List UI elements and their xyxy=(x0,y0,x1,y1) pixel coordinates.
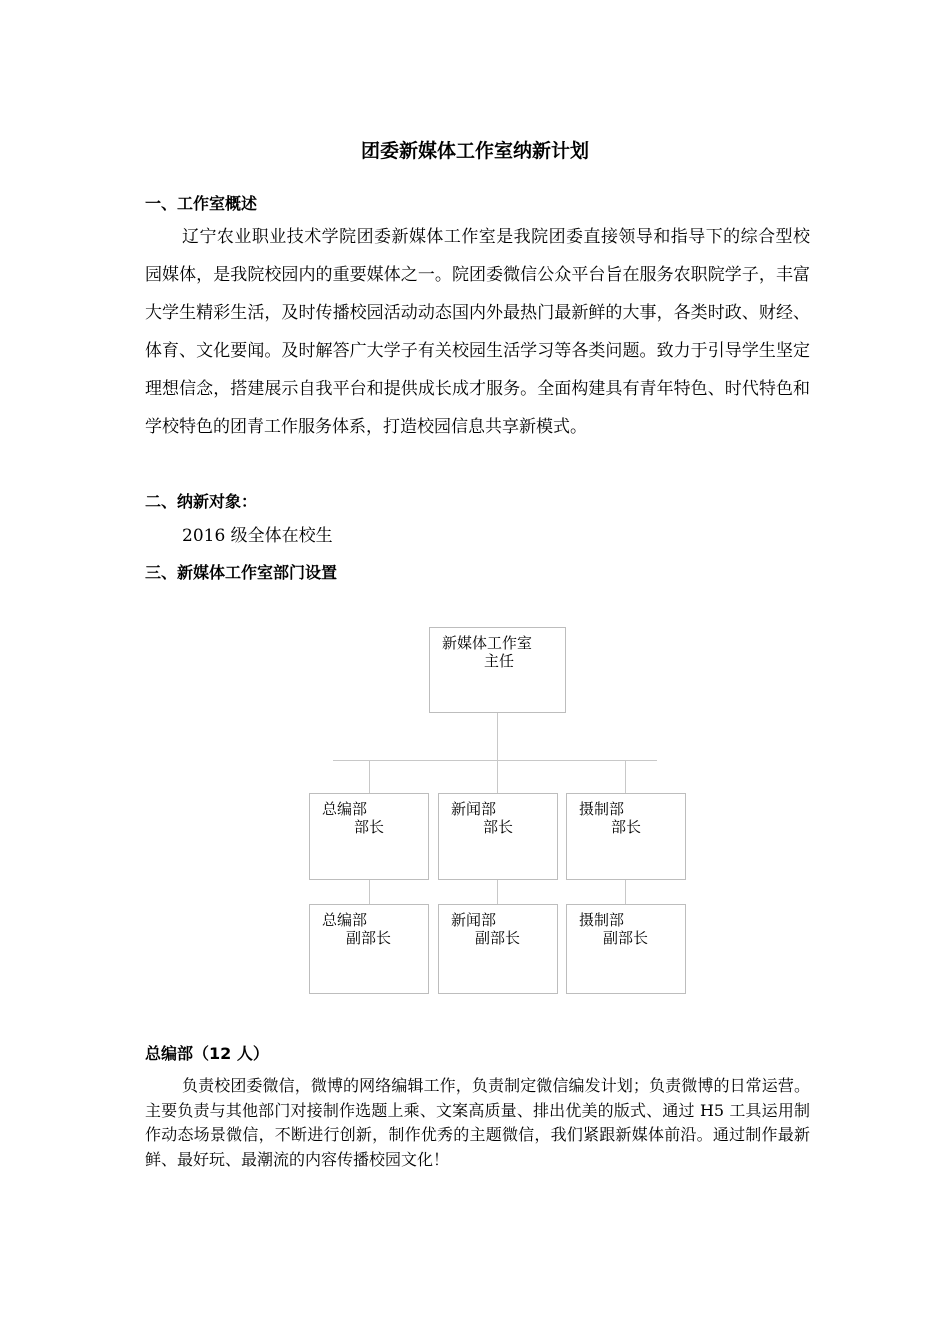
document-title: 团委新媒体工作室纳新计划 xyxy=(360,140,589,162)
org-node-role: 主任 xyxy=(484,652,515,670)
org-node-head-news xyxy=(438,793,558,880)
org-node-role: 部长 xyxy=(483,818,514,836)
org-connector-head-1 xyxy=(369,760,370,794)
org-node-deputy-news xyxy=(438,904,558,994)
org-node-director xyxy=(429,627,566,713)
section-body-target: 2016 级全体在校生 xyxy=(182,526,333,546)
section-heading-editorial: 总编部（12 人） xyxy=(145,1044,269,1063)
org-connector-horizontal xyxy=(333,760,657,761)
section-body-overview: 辽宁农业职业技术学院团委新媒体工作室是我院团委直接领导和指导下的综合型校园媒体，是我院校园内的重要媒体之一。院团委微信公众平台旨在服务农职院学子，丰富大学生精彩生活，及时传播校园活动动态国内外最热门最新鲜的大事，各类时政、财经、体育、文化要闻。及时解答广大学子有关校园生活学习等各类问题。致力于引导学生坚定理想信念，搭建展示自我平台和提供成长成才服务。全面构建具有青年特色、时代特色和学校特色的团青工作服务体系，打造校园信息共享新模式。 xyxy=(145,227,810,437)
org-connector-deputy-1 xyxy=(369,880,370,905)
org-node-head-production xyxy=(566,793,686,880)
org-connector-head-3 xyxy=(625,760,626,794)
org-node-label: 摄制部 xyxy=(579,800,625,818)
org-node-deputy-editorial xyxy=(309,904,429,994)
org-node-role: 副部长 xyxy=(475,929,521,947)
org-node-role: 部长 xyxy=(354,818,385,836)
org-node-label: 新媒体工作室 xyxy=(442,634,533,652)
org-node-label: 摄制部 xyxy=(579,911,625,929)
org-node-head-editorial xyxy=(309,793,429,880)
org-node-label: 总编部 xyxy=(322,800,368,818)
org-connector-deputy-3 xyxy=(625,880,626,905)
section-heading-departments: 三、新媒体工作室部门设置 xyxy=(145,563,338,582)
org-node-label: 新闻部 xyxy=(451,911,497,929)
org-node-role: 副部长 xyxy=(346,929,392,947)
org-node-label: 新闻部 xyxy=(451,800,497,818)
org-node-deputy-production xyxy=(566,904,686,994)
org-node-label: 总编部 xyxy=(322,911,368,929)
org-connector-root xyxy=(497,713,498,760)
org-node-role: 副部长 xyxy=(603,929,649,947)
section-heading-target: 二、纳新对象： xyxy=(145,492,258,511)
section-heading-overview: 一、工作室概述 xyxy=(145,194,258,213)
section-body-editorial: 负责校团委微信，微博的网络编辑工作，负责制定微信编发计划；负责微博的日常运营。主要负责与其他部门对接制作选题上乘、文案高质量、排出优美的版式、通过 H5 工具运用制作动态场景微信，不断进行创新，制作优秀的主题微信，我们紧跟新媒体前沿。通过制作最新鲜、最好玩、最潮流的内容传播校园文化！ xyxy=(145,1076,810,1169)
org-connector-deputy-2 xyxy=(497,880,498,905)
org-connector-head-2 xyxy=(497,760,498,794)
org-node-role: 部长 xyxy=(611,818,642,836)
